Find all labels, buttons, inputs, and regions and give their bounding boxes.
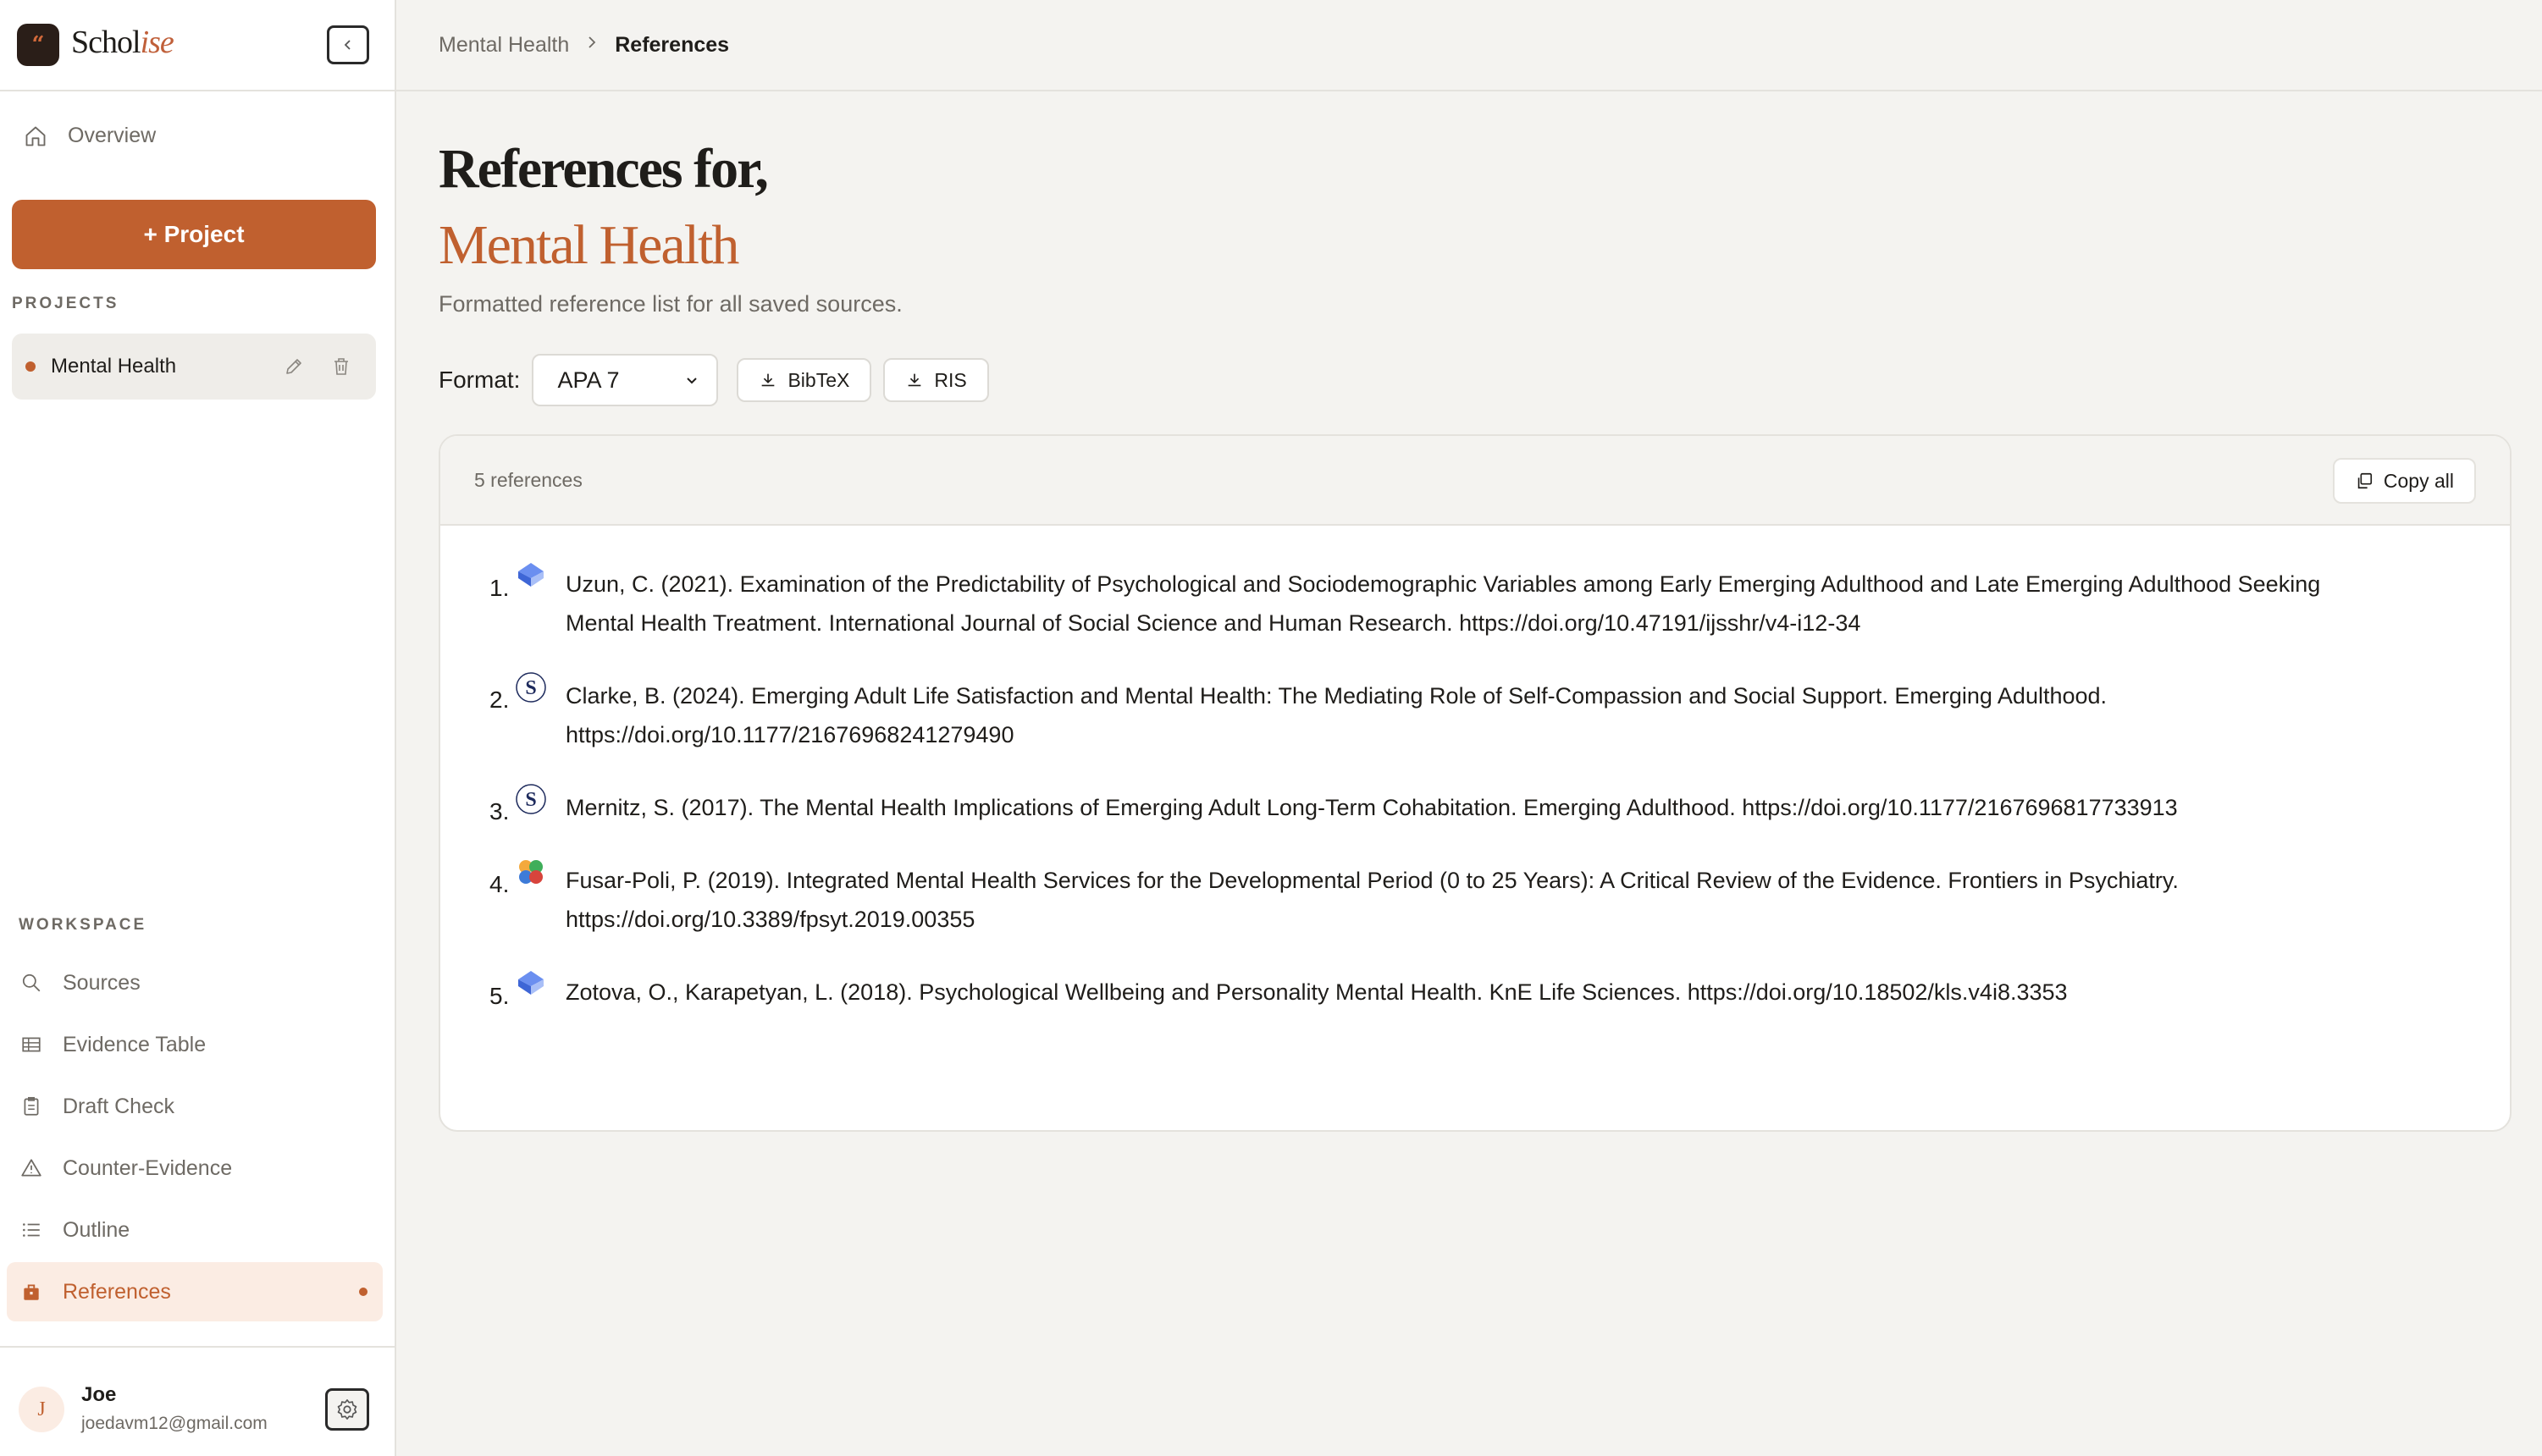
clipboard-icon bbox=[19, 1094, 44, 1119]
project-item-mental-health[interactable] bbox=[12, 334, 376, 400]
search-icon bbox=[19, 970, 44, 995]
add-project-button[interactable]: + Project bbox=[12, 200, 376, 269]
reference-number: 4. bbox=[489, 871, 510, 897]
sidebar-item-outline[interactable] bbox=[7, 1200, 383, 1260]
list-icon bbox=[19, 1217, 44, 1243]
sidebar-item-label: References bbox=[63, 1279, 171, 1304]
user-email: joedavm12@gmail.com bbox=[81, 1414, 268, 1433]
page-title-project: Mental Health bbox=[439, 214, 738, 276]
reference-count: 5 references bbox=[474, 468, 583, 491]
copy-all-label: Copy all bbox=[2383, 469, 2454, 492]
sidebar-item-draft-check[interactable] bbox=[7, 1077, 383, 1136]
openalex-icon bbox=[515, 968, 547, 1000]
sidebar-item-label: Draft Check bbox=[63, 1094, 174, 1118]
settings-button[interactable] bbox=[325, 1388, 369, 1431]
avatar[interactable]: J bbox=[19, 1387, 64, 1432]
reference-text: Uzun, C. (2021). Examination of the Predictability of Psychological and Sociodemographic Variables among Early Emerging Adulthood and Late Emerging Adulthood Seeking Mental Health Treatment. International Journal of Social Science and Human Research. https://doi.org/10.47191/ijsshr/v4-i12-34 bbox=[566, 571, 2321, 636]
nav-overview-label: Overview bbox=[68, 124, 157, 147]
user-profile bbox=[0, 1346, 395, 1456]
svg-text:S: S bbox=[525, 789, 537, 811]
trash-icon[interactable] bbox=[329, 354, 354, 379]
crossref-icon bbox=[515, 856, 547, 888]
sidebar-item-label: Evidence Table bbox=[63, 1032, 207, 1056]
reference-text: Mernitz, S. (2017). The Mental Health Implications of Emerging Adult Long-Term Cohabitation. Emerging Adulthood. https://doi.org/10.1177/2167696817733913 bbox=[566, 795, 2178, 820]
sidebar-item-label: Sources bbox=[63, 970, 141, 995]
download-icon bbox=[759, 371, 777, 389]
reference-list bbox=[440, 526, 2510, 1012]
table-icon bbox=[19, 1032, 44, 1057]
chevron-right-icon bbox=[586, 34, 598, 56]
sidebar-item-evidence-table[interactable] bbox=[7, 1015, 383, 1074]
ris-label: RIS bbox=[934, 368, 967, 391]
sidebar-item-label: Counter-Evidence bbox=[63, 1155, 233, 1180]
sidebar-item-label: Outline bbox=[63, 1217, 130, 1242]
format-label: Format: bbox=[439, 367, 521, 393]
warning-icon bbox=[19, 1155, 44, 1181]
reference-item bbox=[440, 788, 2510, 827]
semantic-scholar-icon bbox=[515, 671, 547, 703]
reference-number: 3. bbox=[489, 798, 510, 825]
reference-item bbox=[440, 973, 2510, 1012]
sidebar-item-references[interactable] bbox=[7, 1262, 383, 1321]
svg-text:S: S bbox=[525, 677, 537, 699]
chevron-down-icon bbox=[684, 372, 699, 388]
chevron-left-icon bbox=[342, 39, 354, 51]
reference-text: Fusar-Poli, P. (2019). Integrated Mental Health Services for the Developmental Period (0 to 25 Years): A Critical Review of the Evidence. Frontiers in Psychiatry. https://doi.org/10.3389/fpsyt.2019.00355 bbox=[566, 868, 2179, 932]
nav-overview[interactable] bbox=[24, 124, 156, 148]
project-name: Mental Health bbox=[51, 355, 177, 378]
reference-number: 1. bbox=[489, 575, 510, 601]
breadcrumb bbox=[396, 0, 2542, 91]
references-card-header bbox=[440, 436, 2510, 526]
brand-row bbox=[0, 0, 395, 91]
sidebar-item-sources[interactable] bbox=[7, 953, 383, 1012]
projects-heading: PROJECTS bbox=[12, 295, 119, 312]
export-ris-button[interactable] bbox=[883, 358, 988, 402]
format-toolbar bbox=[439, 354, 989, 406]
bibtex-label: BibTeX bbox=[787, 368, 850, 391]
page-title: References for, bbox=[439, 138, 767, 200]
bag-icon bbox=[19, 1279, 44, 1304]
home-icon bbox=[24, 124, 47, 148]
workspace-heading: WORKSPACE bbox=[19, 916, 147, 934]
references-card bbox=[439, 434, 2512, 1132]
copy-all-button[interactable] bbox=[2333, 458, 2476, 504]
semantic-scholar-icon bbox=[515, 783, 547, 815]
copy-icon bbox=[2355, 472, 2373, 490]
format-selected-value: APA 7 bbox=[557, 367, 620, 393]
openalex-icon bbox=[515, 560, 547, 592]
user-name: Joe bbox=[81, 1383, 117, 1406]
sidebar bbox=[0, 0, 396, 1456]
collapse-sidebar-button[interactable] bbox=[327, 25, 369, 64]
reference-text: Zotova, O., Karapetyan, L. (2018). Psychological Wellbeing and Personality Mental Health. KnE Life Sciences. https://doi.org/10.18502/kls.v4i8.3353 bbox=[566, 979, 2068, 1005]
format-select[interactable] bbox=[532, 354, 718, 406]
reference-number: 2. bbox=[489, 687, 510, 713]
brand-name: Scholise bbox=[71, 25, 174, 60]
reference-number: 5. bbox=[489, 983, 510, 1009]
sidebar-item-counter-evidence[interactable] bbox=[7, 1139, 383, 1198]
logo-icon[interactable]: “ bbox=[17, 24, 59, 66]
reference-text: Clarke, B. (2024). Emerging Adult Life Satisfaction and Mental Health: The Mediating Role of Self-Compassion and Social Support. Emerging Adulthood. https://doi.org/10.1177/21676968241279490 bbox=[566, 683, 2108, 747]
breadcrumb-parent[interactable]: Mental Health bbox=[439, 32, 570, 57]
edit-icon[interactable] bbox=[281, 354, 307, 379]
export-bibtex-button[interactable] bbox=[737, 358, 871, 402]
active-indicator-dot bbox=[359, 1288, 367, 1296]
page-subtitle: Formatted reference list for all saved sources. bbox=[439, 291, 903, 317]
reference-item bbox=[440, 861, 2510, 939]
reference-item bbox=[440, 565, 2510, 643]
breadcrumb-current: References bbox=[615, 32, 730, 57]
reference-item bbox=[440, 676, 2510, 754]
download-icon bbox=[905, 371, 924, 389]
gear-icon bbox=[335, 1398, 359, 1421]
project-active-dot bbox=[25, 361, 36, 372]
